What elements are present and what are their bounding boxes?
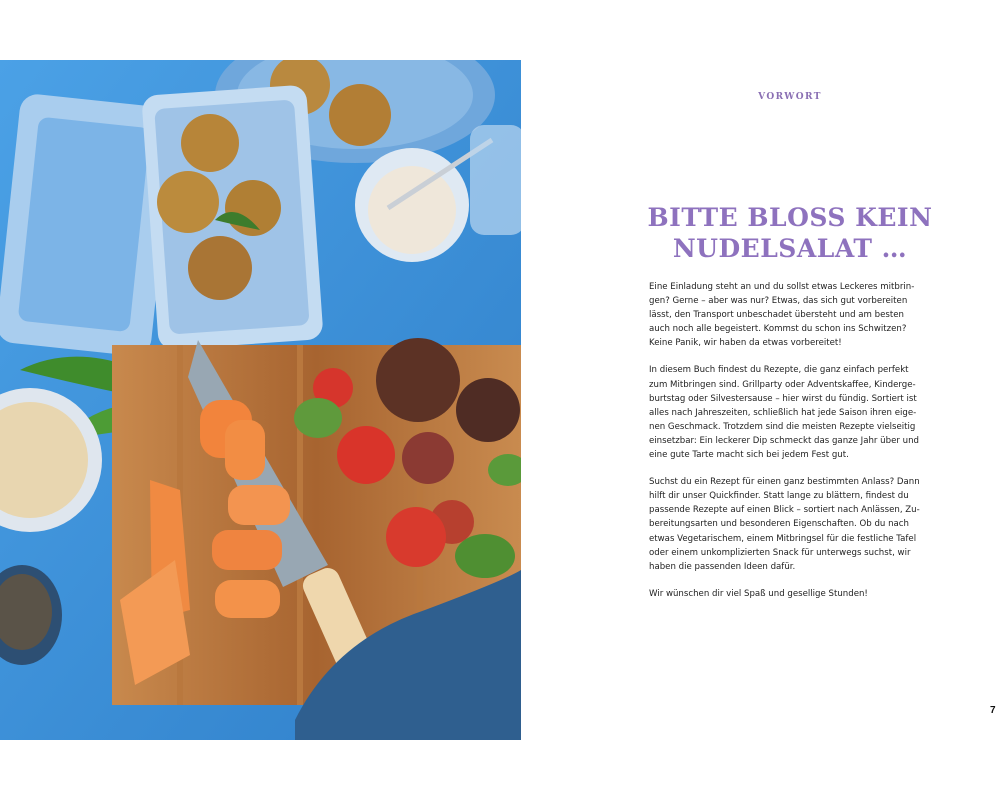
section-label: VORWORT [758, 92, 822, 102]
text-line: eine gute Tarte macht sich bei jedem Fest gut. [649, 450, 849, 461]
text-line: Suchst du ein Rezept für einen ganz bestimmten Anlass? Dann [649, 477, 920, 488]
page-title [620, 202, 960, 264]
paragraph [649, 280, 929, 350]
text-line: etwas Vegetarischem, einem Mitbringsel für die festliche Tafel [649, 533, 917, 544]
text-line: haben die passenden Ideen dafür. [649, 561, 796, 572]
text-line: auch noch alle begeistert. Kommst du schon ins Schwitzen? [649, 324, 907, 335]
text-line: hilft dir unser Quickfinder. Statt lange zu blättern, findest du [649, 491, 909, 502]
text-line: lässt, den Transport unbeschadet übersteht und am besten [649, 310, 904, 321]
text-line: zum Mitbringen sind. Grillparty oder Adventskaffee, Kinderge- [649, 379, 916, 390]
text-line: Wir wünschen dir viel Spaß und gesellige Stunden! [649, 588, 868, 599]
body-text [649, 280, 929, 614]
text-line: nen Geschmack. Trotzdem sind die meisten Rezepte vielseitig [649, 421, 916, 432]
text-line: alles nach Jahreszeiten, schließlich hat jede Saison ihren eige- [649, 407, 917, 418]
title-line: BITTE BLOSS KEIN [647, 203, 933, 232]
text-line: passende Rezepte auf einen Blick – sortiert nach Anlässen, Zu- [649, 505, 920, 516]
text-line: gen? Gerne – aber was nur? Etwas, das sich gut vorbereiten [649, 296, 908, 307]
food-photo-illustration [0, 60, 521, 740]
text-line: In diesem Buch findest du Rezepte, die ganz einfach perfekt [649, 365, 909, 376]
text-line: einsetzbar: Ein leckerer Dip schmeckt das ganze Jahr über und [649, 435, 919, 446]
page-number: 7 [990, 705, 996, 716]
paragraph [649, 587, 929, 601]
text-line: Eine Einladung steht an und du sollst etwas Leckeres mitbrin- [649, 282, 915, 292]
text-line: oder einem unkomplizierten Snack für unterwegs suchst, wir [649, 547, 911, 558]
title-line: NUDELSALAT … [672, 234, 908, 263]
food-photo [0, 60, 521, 740]
paragraph [649, 475, 929, 574]
text-line: Keine Panik, wir haben da etwas vorbereitet! [649, 338, 842, 349]
text-line: burtstag oder Silvestersause – hier wirst du fündig. Sortiert ist [649, 393, 917, 404]
text-line: bereitungsarten und besonderen Eigenschaften. Ob du nach [649, 519, 909, 530]
paragraph [649, 363, 929, 462]
